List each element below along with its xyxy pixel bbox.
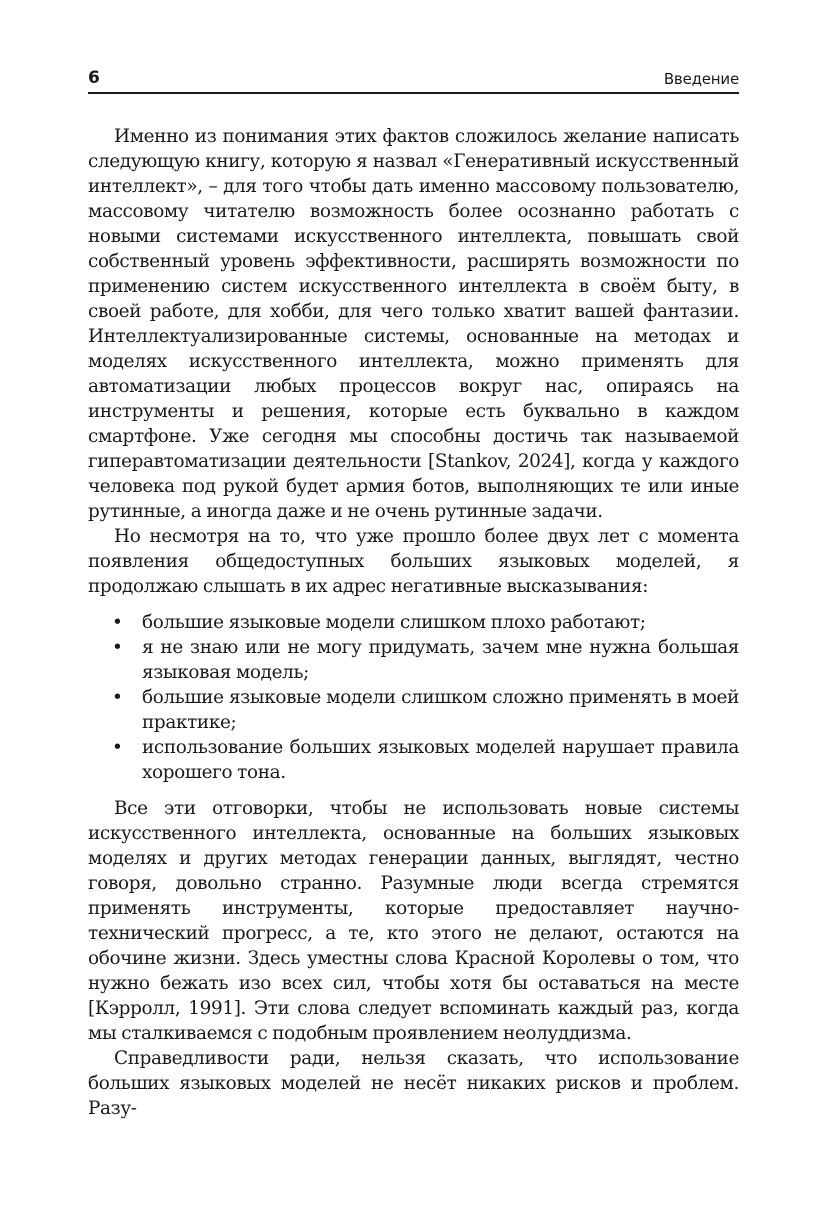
section-title: Введение [663,70,739,88]
paragraph: Справедливости ради, нельзя сказать, что использование больших языковых моделей не несёт никаких рисков и проблем. Разу- [88,1048,739,1119]
bullet-icon: • [112,687,123,708]
list-item [88,685,739,735]
list-item [88,610,739,635]
list-item-text: я не знаю или не могу придумать, зачем мне нужна большая языковая модель; [142,637,739,683]
list-item-text: большие языковые модели слишком плохо работают; [142,612,646,633]
page-body [88,124,739,1121]
bullet-icon: • [112,637,123,658]
paragraph: Все эти отговорки, чтобы не использовать новые системы искусственного интеллекта, основанные на больших языковых моделях и других методах генерации данных, выглядят, честно говоря, довольно странно. Разумные люди всегда стремятся применять инструменты, которые предоставляет научно-технический прогресс, а те, кто этого не делают, остаются на обочине жизни. Здесь уместны слова Красной Королевы о том, что нужно бежать изо всех сил, чтобы хотя бы оставаться на месте [Кэрролл, 1991]. Эти слова следует вспоминать каждый раз, когда мы сталкиваемся с подобным проявлением неолуддизма. [88,798,739,1044]
bullet-list [88,610,739,785]
running-header [88,64,739,94]
bullet-icon: • [112,737,123,758]
list-item [88,735,739,785]
page-number: 6 [88,68,100,88]
paragraph: Именно из понимания этих фактов сложилось желание написать следующую книгу, которую я назвал «Генеративный искусственный интеллект», – для того чтобы дать именно массовому пользователю, массовому читателю возможность более осознанно работать с новыми системами искусственного интеллекта, повышать свой собственный уровень эффективности, расширять возможности по применению систем искусственного интеллекта в своём быту, в своей работе, для хобби, для чего только хватит вашей фантазии. Интеллектуализированные системы, основанные на методах и моделях искусственного интеллекта, можно применять для автоматизации любых процессов вокруг нас, опираясь на инструменты и решения, которые есть буквально в каждом смартфоне. Уже сегодня мы способны достичь так называемой гиперавтоматизации деятельности [Stankov, 2024], когда у каждого человека под рукой будет армия ботов, выполняющих те или иные рутинные, а иногда даже и не очень рутинные задачи. [88,126,739,522]
list-item-text: большие языковые модели слишком сложно применять в моей практике; [142,687,739,733]
list-item-text: использование больших языковых моделей нарушает правила хорошего тона. [142,737,739,783]
bullet-icon: • [112,612,123,633]
list-item [88,635,739,685]
paragraph: Но несмотря на то, что уже прошло более двух лет с момента появления общедоступных больших языковых моделей, я продолжаю слышать в их адрес негативные высказывания: [88,526,739,597]
